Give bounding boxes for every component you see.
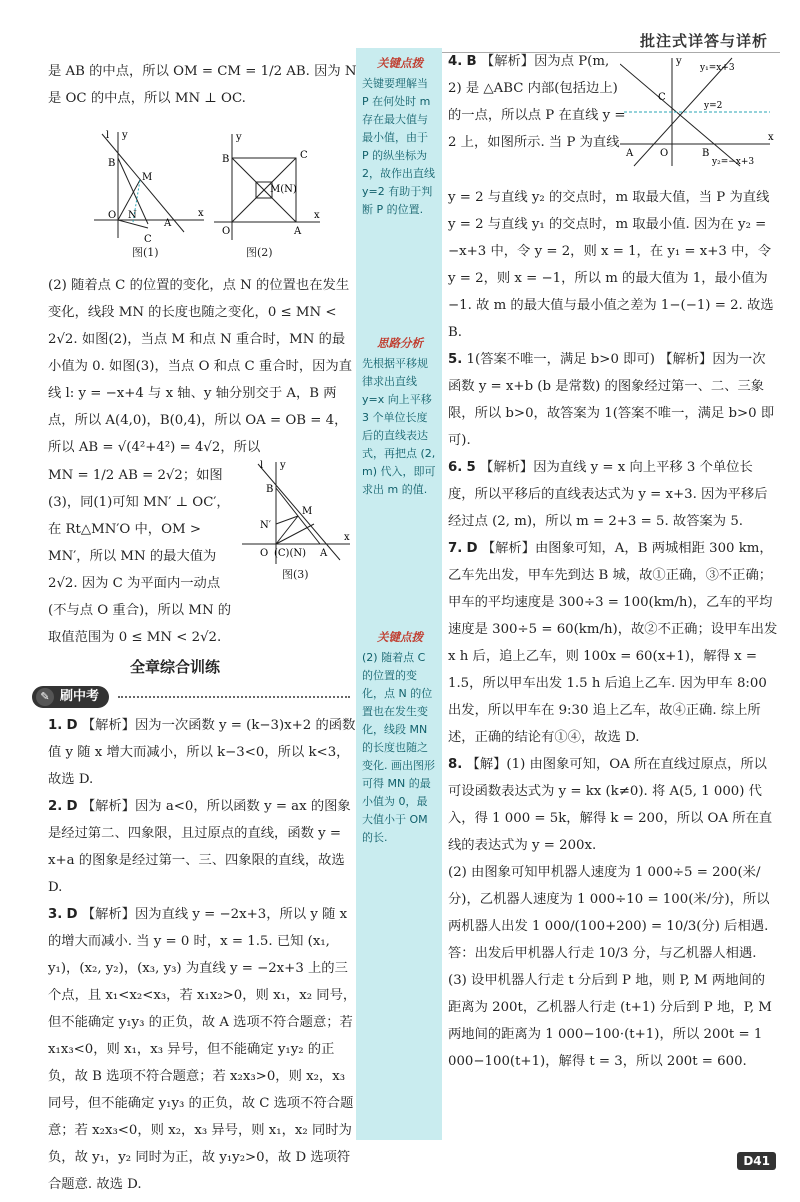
svg-text:M: M [142, 172, 153, 183]
left-questions [48, 712, 358, 1198]
badge-label: 刷中考 [60, 689, 100, 704]
question-8-number: 8. [448, 757, 463, 772]
side-note-3-text: (2) 随着点 C 的位置的变化，点 N 的位置也在发生变化，线段 MN 的长度也随之变化. 画出图形可得 MN 的最小值为 0，最大值小于 OM 的长. [362, 651, 435, 844]
svg-text:l: l [260, 460, 264, 471]
svg-text:O: O [108, 210, 117, 221]
question-5-number: 5. [448, 352, 463, 367]
svg-text:C: C [300, 150, 308, 161]
svg-text:N: N [128, 210, 137, 221]
question-4-answer: B [466, 54, 477, 69]
question-2-number: 2. [48, 799, 63, 814]
right-body [448, 184, 778, 1075]
q4-fig-y1-label: y₁=x+3 [700, 63, 735, 73]
svg-text:B: B [702, 148, 710, 159]
svg-text:x: x [198, 208, 204, 219]
question-5 [448, 346, 778, 454]
svg-text:y: y [122, 130, 128, 141]
question-7-number: 7. [448, 541, 463, 556]
left-column [48, 58, 358, 112]
question-4-text-b: y = 2 与直线 y₂ 的交点时，m 取最大值，当 P 为直线 y = 2 与直线 y₁ 的交点时，m 取最小值. 因为在 y₂ = −x+3 中，令 y = 2，则 x = 1，在 y₁ = x+3 中，令 y = 2，则 x = −1，所以 m 的最大值为 1，最小值为 −1. 故 m 的最大值与最小值之差为 1−(−1) = 2. 故选 B. [448, 190, 774, 340]
question-1 [48, 712, 358, 793]
question-8 [448, 751, 778, 859]
question-2 [48, 793, 358, 901]
question-4-head [448, 48, 626, 156]
left-paragraph-3: (2) 随着点 C 的位置的变化，点 N 的位置也在发生变化，线段 MN 的长度也随之变化，0 ≤ MN < 2√2. 如图(2)，当点 M 和点 N 重合时，MN 的最小值为 0. 如图(3)，当点 O 和点 C 重合时，因为直线 l: y = −x+4 与 x 轴、y 轴分别交于 A，B 两点，所以 A(4,0)，B(0,4)，所以 OA = OB = 4，所以 AB = √(4²+4²) = 4√2，所以 [48, 278, 353, 455]
question-4-text-a: 【解析】因为点 P(m, 2) 是 △ABC 内部(包括边上)的一点，所以点 P 在直线 y = 2 上，如图所示. 当 P 为直线 [448, 54, 626, 150]
side-note-2-text: 先根据平移规律求出直线 y=x 向上平移 3 个单位长度后的直线表达式，再把点 (2, m) 代入，即可求出 m 的值. [362, 357, 436, 496]
question-8-text-c: 答：出发后甲机器人行走 10/3 分，与乙机器人相遇. [448, 946, 757, 961]
question-8-text-b: (2) 由图象可知甲机器人速度为 1 000÷5 = 200(米/分)，乙机器人速度为 1 000÷10 = 100(米/分)，所以两机器人出发 1 000/(100+200) = 10/3(分) 后相遇. [448, 865, 770, 934]
question-5-text: 1(答案不唯一，满足 b>0 即可) 【解析】因为一次函数 y = x+b (b 是常数) 的图象经过第一、二、三象限，所以 b>0，故答案为 1(答案不唯一，满足 b>0 即可). [448, 352, 775, 448]
side-note-2-title: 思路分析 [377, 336, 423, 350]
dotted-divider [118, 696, 350, 698]
question-6-text: 【解析】因为直线 y = x 向上平移 3 个单位长度，所以平移后的直线表达式为 y = x+3. 因为平移后经过点 (2, m)，所以 m = 2+3 = 5. 故答案为 5. [448, 460, 768, 529]
figure-2-caption: 图(2) [246, 246, 273, 259]
question-6-number: 6. [448, 460, 463, 475]
question-3-number: 3. [48, 907, 63, 922]
question-4-number: 4. [448, 54, 463, 69]
svg-text:N′: N′ [260, 520, 272, 531]
side-note-1-text: 关键要理解当 P 在何处时 m 存在最大值与最小值，由于 P 的纵坐标为 2，故作出直线 y=2 有助于判断 P 的位置. [362, 77, 435, 216]
svg-text:M: M [302, 506, 313, 517]
svg-text:y: y [676, 56, 682, 67]
svg-text:O: O [260, 548, 269, 559]
question-2-answer: D [66, 799, 78, 814]
svg-text:x: x [768, 132, 774, 143]
question-3 [48, 901, 358, 1198]
left-paragraph-1: 是 AB 的中点，所以 OM = CM = 1/2 AB. 因为 N [48, 64, 357, 79]
question-7-answer: D [466, 541, 478, 556]
left-paragraph-4: MN = 1/2 AB = 2√2；如图(3)，同(1)可知 MN′ ⊥ OC′，在 Rt△MN′O 中，OM > MN′，所以 MN 的最大值为 2√2. 因为 C 为平面内一动点(不与点 O 重合)，所以 MN 的取值范围为 0 ≤ MN < 2√2. [48, 468, 232, 645]
svg-text:O: O [222, 226, 231, 237]
figure-2 [208, 128, 326, 246]
side-note-3 [362, 628, 438, 847]
question-1-number: 1. [48, 718, 63, 733]
question-1-text: 【解析】因为一次函数 y = (k−3)x+2 的函数值 y 随 x 增大而减小，所以 k−3<0，所以 k<3，故选 D. [48, 718, 356, 787]
svg-text:x: x [314, 210, 320, 221]
zhongkao-badge [32, 686, 109, 708]
q4-fig-y2-label: y₂=−x+3 [712, 157, 755, 167]
side-note-3-title: 关键点拨 [377, 630, 423, 644]
svg-text:B: B [108, 158, 116, 169]
question-3-text: 【解析】因为直线 y = −2x+3，所以 y 随 x 的增大而减小. 当 y = 0 时，x = 1.5. 已知 (x₁, y₁)，(x₂, y₂)，(x₃, y₃) 为直线 y = −2x+3 上的三个点，且 x₁<x₂<x₃，若 x₁x₂>0，则 x₁，x₂ 同号，但不能确定 y₁y₃ 的正负，故 A 选项不符合题意；若 x₁x₃<0，则 x₁，x₃ 异号，但不能确定 y₁y₂ 的正负，故 B 选项不符合题意；若 x₂x₃>0，则 x₂，x₃ 同号，但不能确定 y₁y₃ 的正负，故 C 选项不符合题意；若 x₂x₃<0，则 x₂，x₃ 异号，则 x₁，x₂ 同时为负，故 y₁，y₂ 同时为正，故 y₁y₂>0，故 D 选项符合题意. 故选 D. [48, 907, 357, 1192]
svg-text:y: y [236, 132, 242, 143]
question-2-text: 【解析】因为 a<0，所以函数 y = ax 的图象是经过第二、四象限，且过原点的直线，函数 y = x+a 的图象是经过第一、三、四象限的直线，故选 D. [48, 799, 351, 895]
question-3-answer: D [66, 907, 78, 922]
page-number: D41 [737, 1152, 776, 1170]
side-note-1 [362, 54, 438, 219]
figure-1 [88, 128, 208, 246]
page-header-title: 批注式详答与详析 [639, 32, 768, 50]
question-1-answer: D [66, 718, 78, 733]
question-4-figure [620, 54, 780, 172]
svg-text:B: B [266, 484, 274, 495]
side-note-1-title: 关键点拨 [377, 56, 423, 70]
svg-text:A: A [164, 218, 172, 229]
svg-text:M(N): M(N) [270, 184, 297, 195]
question-7 [448, 535, 778, 751]
figure-3 [236, 456, 354, 574]
svg-text:x: x [344, 532, 350, 543]
question-6 [448, 454, 778, 535]
brush-icon: ✎ [36, 688, 54, 706]
svg-text:(C)(N): (C)(N) [274, 548, 307, 559]
question-8-text-a: 【解】(1) 由图象可知，OA 所在直线过原点，所以可设函数表达式为 y = kx (k≠0). 将 A(5, 1 000) 代入，得 1 000 = 5k，解得 k = 200，所以 OA 所在直线的表达式为 y = 200x. [448, 757, 773, 853]
question-8-text-d: (3) 设甲机器人行走 t 分后到 P 地，则 P, M 两地间的距离为 200t，乙机器人行走 (t+1) 分后到 P 地，P, M 两地间的距离为 1 000−100·(t+1)，所以 200t = 1 000−100(t+1)，解得 t = 3，所以 200t = 600. [448, 973, 772, 1069]
annotation-sidebar [356, 48, 442, 1140]
svg-text:O: O [660, 148, 669, 159]
left-body-1 [48, 272, 358, 461]
svg-text:y: y [280, 460, 286, 471]
side-note-2 [362, 334, 438, 499]
svg-text:B: B [222, 154, 230, 165]
svg-text:C: C [658, 92, 666, 103]
svg-text:l: l [106, 130, 110, 141]
figure-3-caption: 图(3) [282, 568, 309, 581]
q4-fig-line-label: y=2 [704, 101, 723, 111]
svg-text:C: C [144, 234, 152, 245]
figure-1-caption: 图(1) [132, 246, 159, 259]
question-6-answer: 5 [466, 460, 476, 475]
question-7-text: 【解析】由图象可知，A，B 两城相距 300 km，乙车先出发，甲车先到达 B 城，故①正确，③不正确；甲车的平均速度是 300÷3 = 100(km/h)，乙车的平均速度是 300÷5 = 60(km/h)，故②不正确；设甲车出发 x h 后，追上乙车，则 100x = 60(x+1)，解得 x = 1.5，所以甲车出发 1.5 h 后追上乙车. 因为甲车 8:00 出发，所以甲车在 9:30 追上乙车，故④正确. 综上所述，正确的结论有①④，故选 D. [448, 541, 778, 745]
svg-text:A: A [626, 148, 634, 159]
left-paragraph-2: 是 OC 的中点，所以 MN ⊥ OC. [48, 91, 246, 106]
svg-text:A: A [320, 548, 328, 559]
left-body-2 [48, 462, 236, 651]
svg-text:A: A [294, 226, 302, 237]
section-title: 全章综合训练 [130, 658, 221, 676]
